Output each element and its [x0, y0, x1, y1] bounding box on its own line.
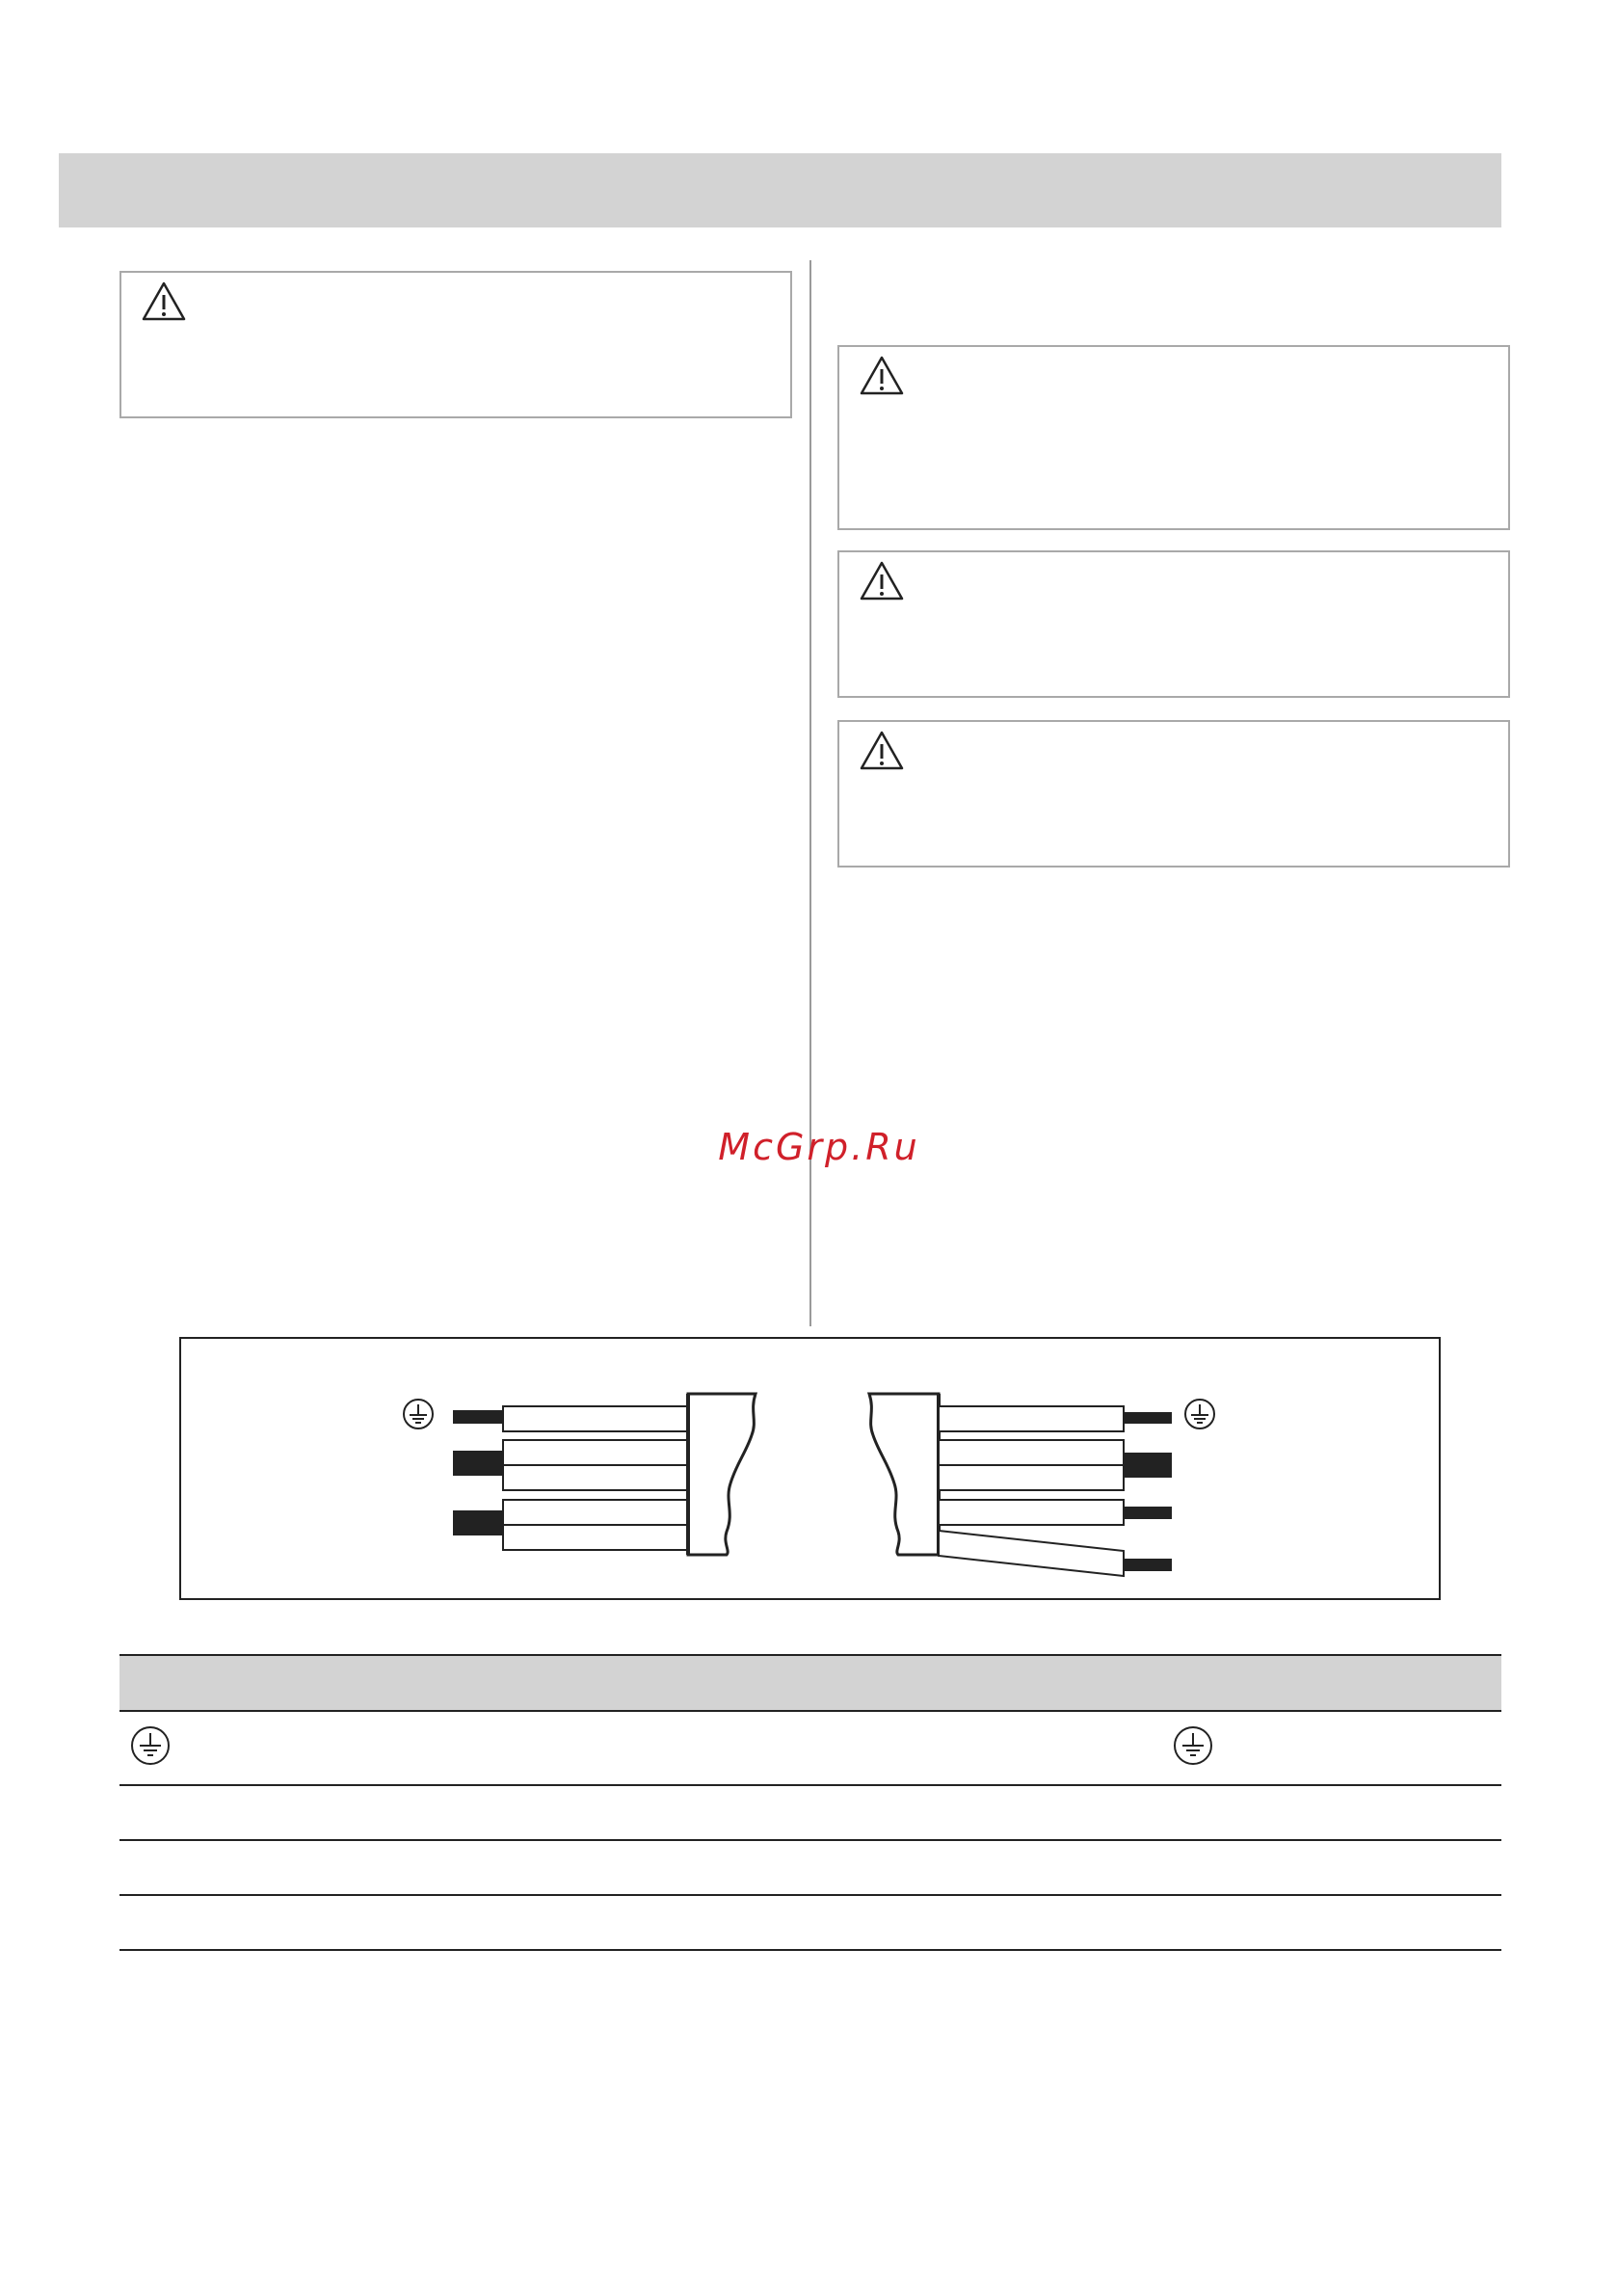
table-row-rule [119, 1784, 1501, 1786]
wiring-diagram [179, 1337, 1441, 1600]
right-conductor-3 [1124, 1507, 1172, 1519]
wiring-diagram-drawing [181, 1339, 1439, 1598]
ground-symbol-icon [404, 1400, 433, 1428]
right-ground-conductor [1124, 1412, 1172, 1424]
warning-triangle-icon [859, 730, 905, 772]
ground-symbol-icon [1172, 1724, 1214, 1767]
ground-symbol-icon [129, 1724, 172, 1767]
left-conductor-3 [453, 1510, 503, 1535]
ground-symbol-icon [1185, 1400, 1214, 1428]
table-row-rule [119, 1839, 1501, 1841]
warning-box-4 [837, 720, 1510, 868]
warning-triangle-icon [859, 355, 905, 397]
table-row-1-left [129, 1724, 172, 1772]
table-row-rule [119, 1949, 1501, 1951]
right-conductor-2 [1124, 1453, 1172, 1478]
section-header-band [59, 153, 1501, 227]
table-row-rule [119, 1894, 1501, 1896]
watermark-text: McGrp.Ru [718, 1126, 920, 1168]
table-row-1-right [1172, 1724, 1214, 1772]
right-conductor-4 [1124, 1559, 1172, 1571]
warning-box-2 [837, 345, 1510, 530]
left-conductor-2 [453, 1451, 503, 1476]
table-header [119, 1654, 1501, 1712]
warning-triangle-icon [141, 280, 187, 323]
left-ground-conductor [453, 1410, 503, 1424]
left-cable-jacket [688, 1394, 756, 1555]
warning-box-1 [119, 271, 792, 418]
warning-triangle-icon [859, 560, 905, 602]
right-cable-jacket [869, 1394, 939, 1555]
warning-box-3 [837, 550, 1510, 698]
